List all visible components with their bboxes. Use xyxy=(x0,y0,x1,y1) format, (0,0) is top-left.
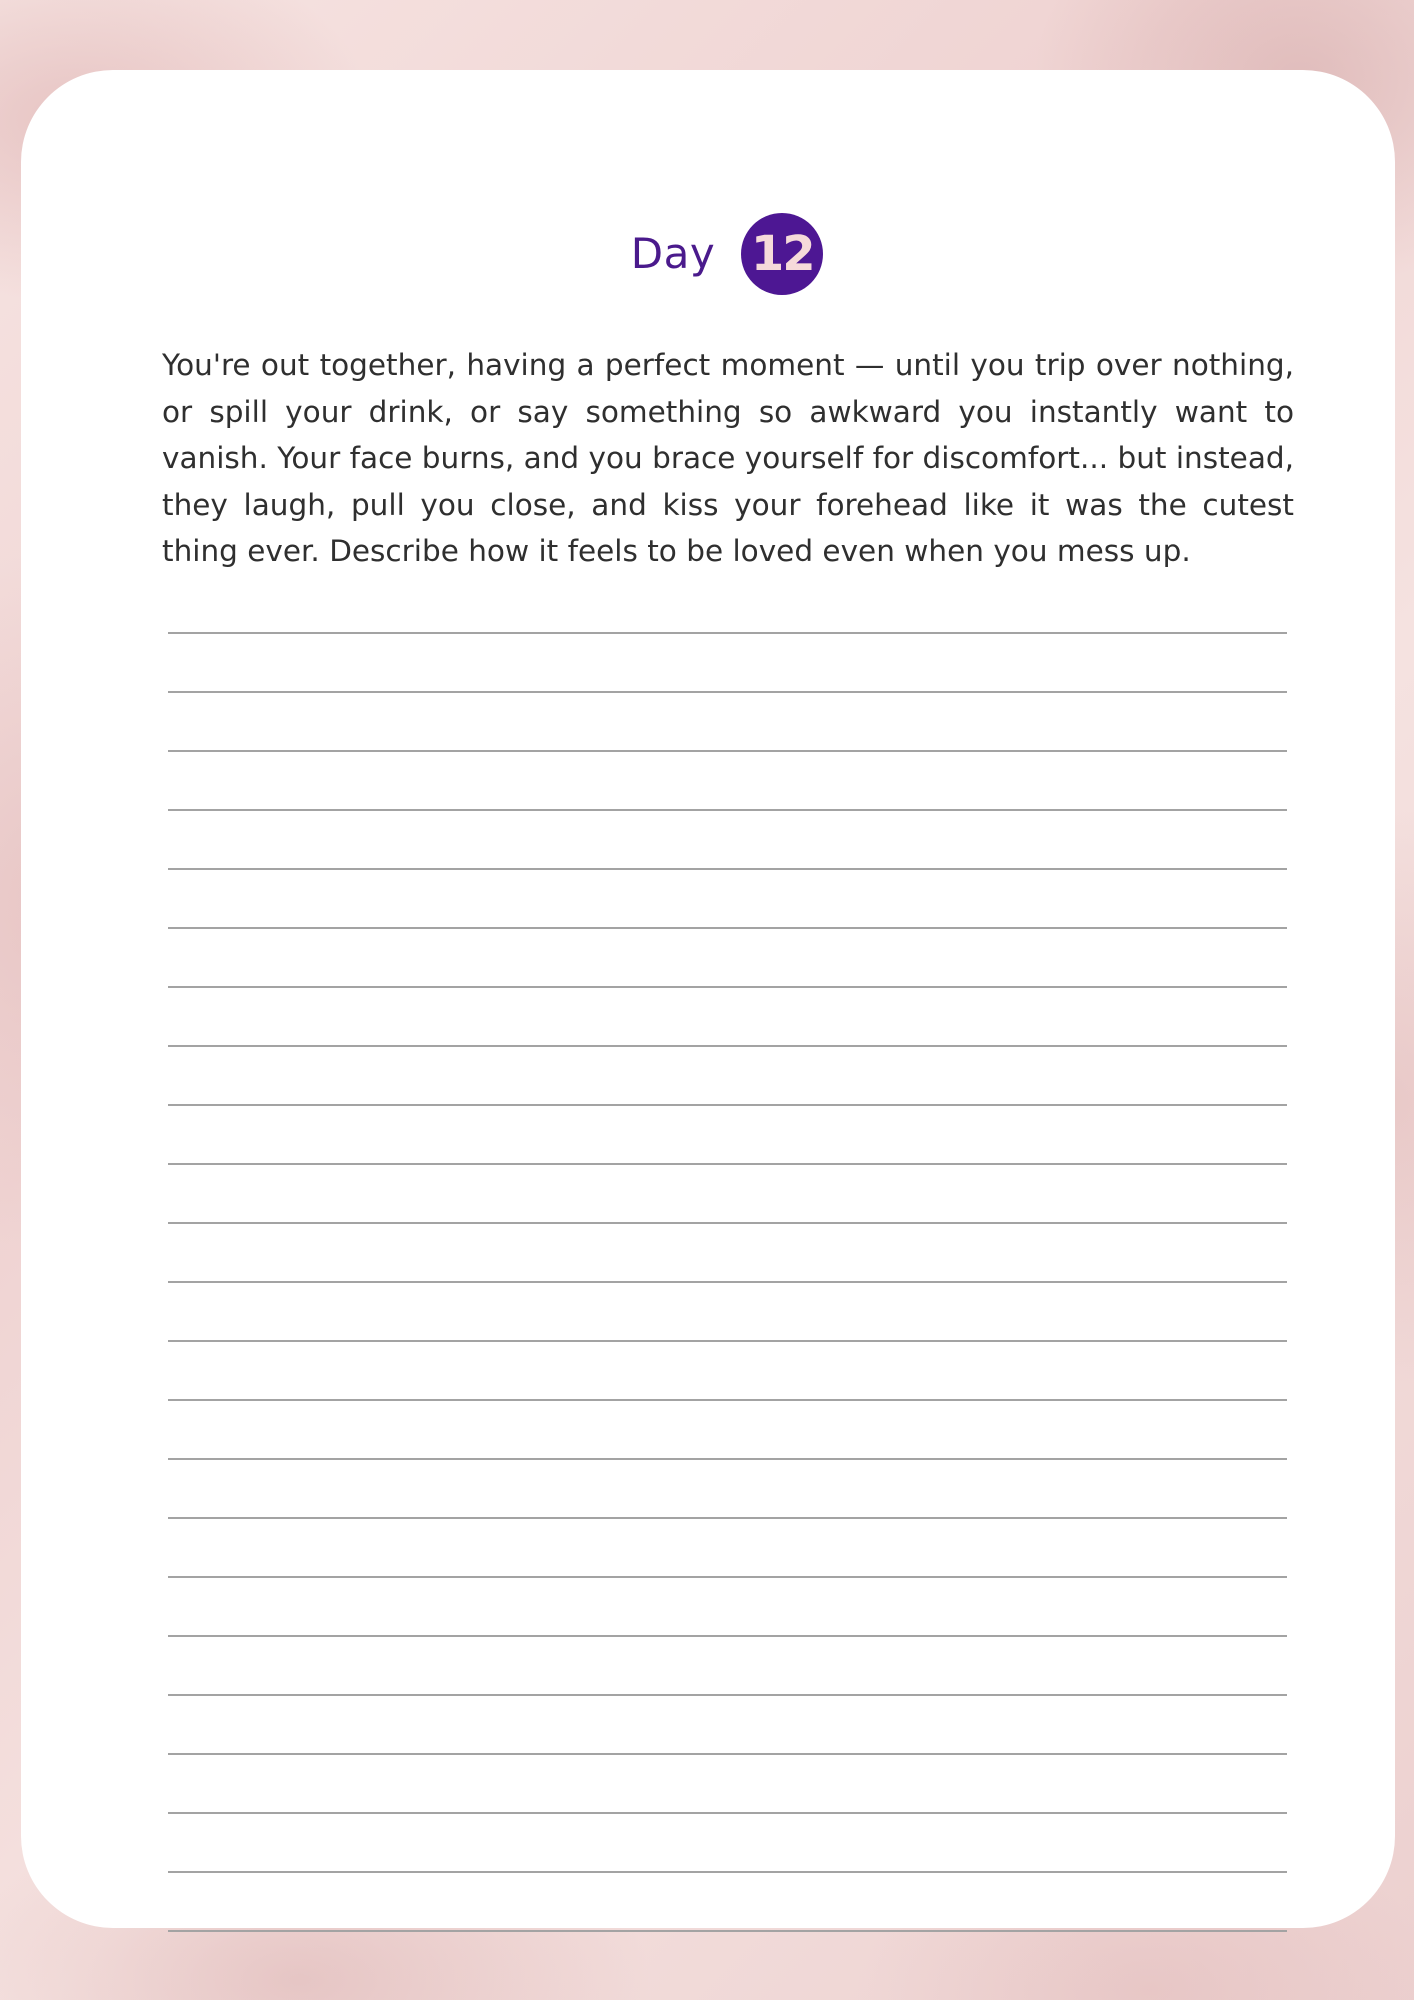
writing-line xyxy=(168,1163,1287,1222)
writing-line xyxy=(168,1104,1287,1163)
writing-line xyxy=(168,1635,1287,1694)
writing-line xyxy=(168,1753,1287,1812)
journal-page-card xyxy=(21,70,1395,1928)
writing-line xyxy=(168,1045,1287,1104)
writing-line xyxy=(168,691,1287,750)
writing-line xyxy=(168,1281,1287,1340)
writing-line xyxy=(168,1812,1287,1871)
day-label: Day xyxy=(630,229,716,278)
writing-line xyxy=(168,927,1287,986)
writing-line xyxy=(168,750,1287,809)
writing-line xyxy=(168,1458,1287,1517)
writing-line xyxy=(168,1340,1287,1399)
writing-line xyxy=(168,1930,1287,1932)
journal-prompt: You're out together, having a perfect moment — until you trip over nothing, or spill your drink, or say something so awkward you instantly want to vanish. Your face burns, and you brace yourself for discomfort... but instead, they laugh, pull you close, and kiss your forehead like it was the cutest thing ever. Describe how it feels to be loved even when you mess up. xyxy=(162,348,1295,568)
writing-line xyxy=(168,1399,1287,1458)
writing-line xyxy=(168,1694,1287,1753)
day-heading xyxy=(21,212,1395,296)
writing-line xyxy=(168,1517,1287,1576)
writing-lines[interactable] xyxy=(168,632,1287,1932)
day-number-badge: 12 xyxy=(741,213,823,295)
writing-line xyxy=(168,986,1287,1045)
writing-line xyxy=(168,1871,1287,1930)
writing-line xyxy=(168,632,1287,691)
writing-line xyxy=(168,868,1287,927)
writing-line xyxy=(168,1576,1287,1635)
writing-line xyxy=(168,1222,1287,1281)
writing-line xyxy=(168,809,1287,868)
